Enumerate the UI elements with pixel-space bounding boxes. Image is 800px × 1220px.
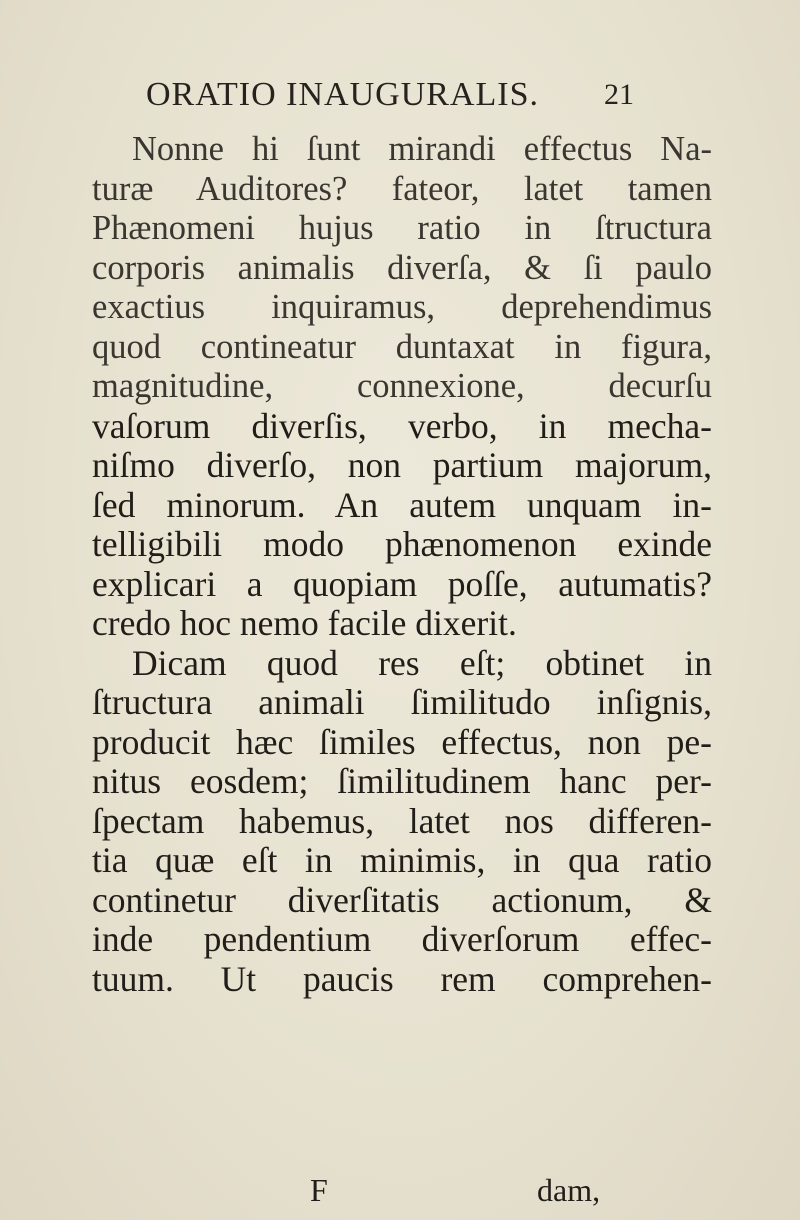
text-line: turæ Auditores? fateor, latet tamen <box>92 169 712 208</box>
text-line: producit hæc ſimiles effectus, non pe- <box>92 721 712 762</box>
catchword: dam, <box>537 1172 601 1208</box>
text-line: inde pendentium diverſorum effec- <box>92 919 712 959</box>
text-line: continetur diverſitatis actionum, & <box>92 879 712 920</box>
page-footer <box>0 1172 800 1212</box>
text-line: Nonne hi ſunt mirandi effectus Na- <box>132 130 712 168</box>
body-text <box>92 130 712 999</box>
text-line: ſtructura animali ſimilitudo inſignis, <box>92 682 712 722</box>
text-line: Phænomeni hujus ratio in ſtructura <box>92 209 712 247</box>
text-line: magnitudine, connexione, decurſu <box>92 367 712 405</box>
text-line: ſpectam habemus, latet nos differen- <box>92 800 712 841</box>
text-line: corporis animalis diverſa, & ſi paulo <box>92 248 712 287</box>
text-line: tia quæ eſt in minimis, in qua ratio <box>92 840 712 880</box>
text-line: nitus eosdem; ſimilitudinem hanc per- <box>92 761 712 801</box>
text-line: tuum. Ut paucis rem comprehen- <box>92 958 712 999</box>
text-line: explicari a quopiam poſſe, autumatis? <box>92 563 712 604</box>
text-line: niſmo diverſo, non partium majorum, <box>92 445 712 485</box>
page-number: 21 <box>604 78 634 111</box>
text-line: credo hoc nemo facile dixerit. <box>92 603 517 643</box>
text-line: telligibili modo phænomenon exinde <box>92 524 712 564</box>
text-line: quod contineatur duntaxat in figura, <box>92 327 712 366</box>
text-line: vaſorum diverſis, verbo, in mecha- <box>92 405 712 446</box>
signature-mark: F <box>310 1172 328 1208</box>
text-line: exactius inquiramus, deprehendimus <box>92 288 712 326</box>
text-line: ſed minorum. An autem unquam in- <box>92 484 712 525</box>
running-header: ORATIO INAUGURALIS. <box>146 76 539 113</box>
text-line: Dicam quod res eſt; obtinet in <box>132 642 712 683</box>
